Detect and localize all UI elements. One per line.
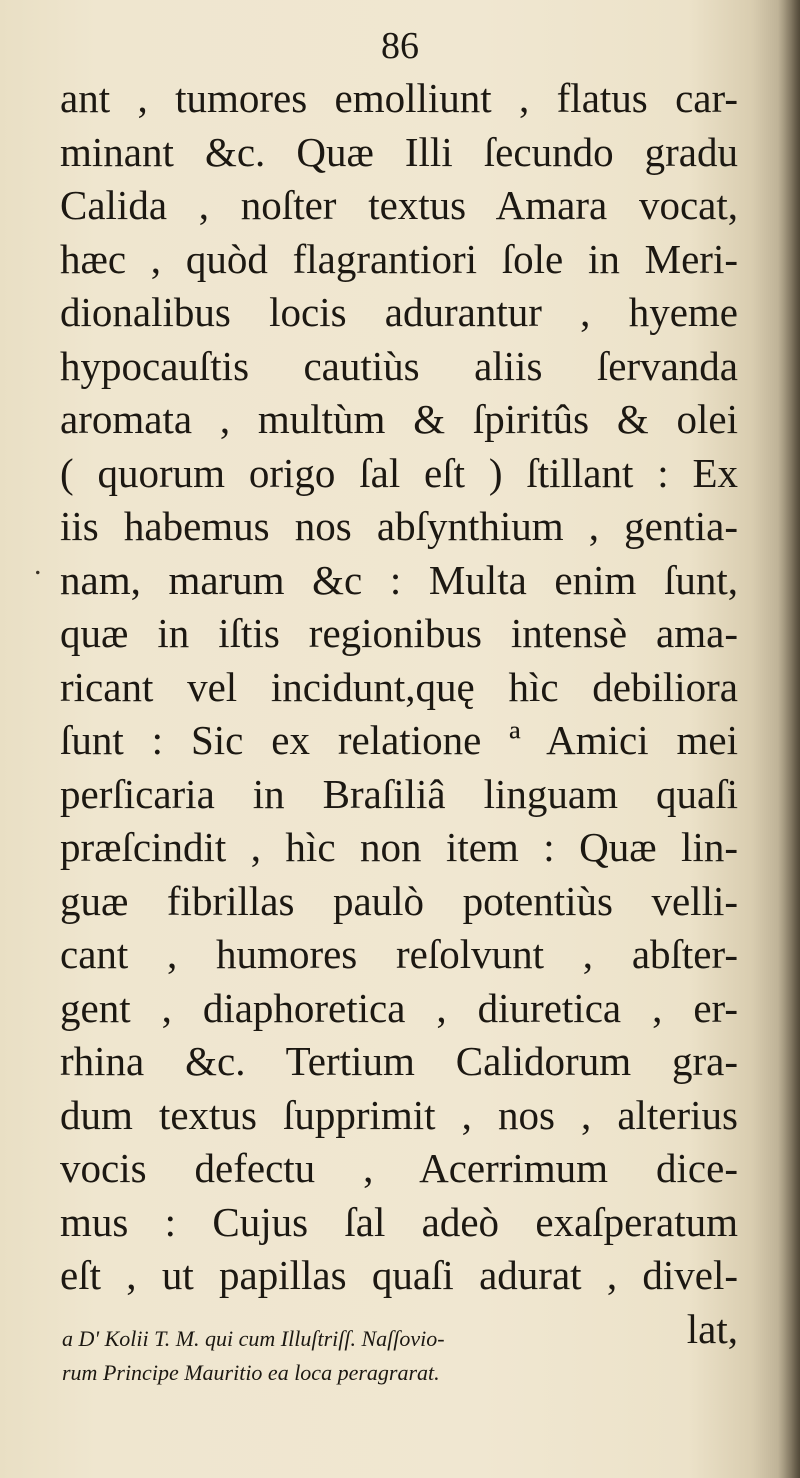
text-line: nam, marum &c : Multa enim ſunt, <box>60 556 738 603</box>
text-line: guæ fibrillas paulò potentiùs velli- <box>60 877 738 924</box>
page-gutter-shadow <box>778 0 800 1478</box>
text-line: præſcindit , hìc non item : Quæ lin- <box>60 824 738 870</box>
text-line: rhina &c. Tertium Calidorum gra- <box>60 1038 738 1084</box>
text-line: minant &c. Quæ Illi ſecundo gradu <box>60 128 738 175</box>
text-line: dum textus ſupprimit , nos , alterius <box>60 1091 738 1138</box>
text-line: eſt , ut papillas quaſi adurat , divel- <box>60 1252 738 1298</box>
body-text <box>60 72 738 1356</box>
text-line: gent , diaphoretica , diuretica , er- <box>60 984 738 1031</box>
text-line-last: lat, <box>686 1305 738 1352</box>
footnote-line: a D' Kolii T. M. qui cum Illuſtriſſ. Naſſovio- <box>62 1326 445 1351</box>
margin-dot: . <box>34 548 42 581</box>
text-line: vocis defectu , Acerrimum dice- <box>60 1145 738 1191</box>
text-line: ( quorum origo ſal eſt ) ſtillant : Ex <box>60 449 738 496</box>
text-line: aromata , multùm & ſpiritûs & olei <box>60 396 738 442</box>
text-line: ant , tumores emolliunt , flatus car- <box>60 75 738 121</box>
page-number: 86 <box>381 25 419 67</box>
text-line: ſunt : Sic ex relatione ª Amici mei <box>60 717 738 763</box>
text-line: hæc , quòd flagrantiori ſole in Meri- <box>60 235 738 282</box>
text-line: dionalibus locis adurantur , hyeme <box>60 289 738 335</box>
text-line: cant , humores reſolvunt , abſter- <box>60 931 738 977</box>
text-line: iis habemus nos abſynthium , gentia- <box>60 503 738 549</box>
text-line: Calida , noſter textus Amara vocat, <box>60 182 738 228</box>
text-line: perſicaria in Braſiliâ linguam quaſi <box>60 770 738 817</box>
footnote <box>62 1322 742 1390</box>
text-line: hypocauſtis cautiùs aliis ſervanda <box>60 342 738 389</box>
text-line: ricant vel incidunt,quę hìc debiliora <box>60 663 738 710</box>
footnote-line: rum Principe Mauritio ea loca peragrarat. <box>62 1360 440 1385</box>
text-line: mus : Cujus ſal adeò exaſperatum <box>60 1198 738 1245</box>
text-line: quæ in iſtis regionibus intensè ama- <box>60 610 738 656</box>
